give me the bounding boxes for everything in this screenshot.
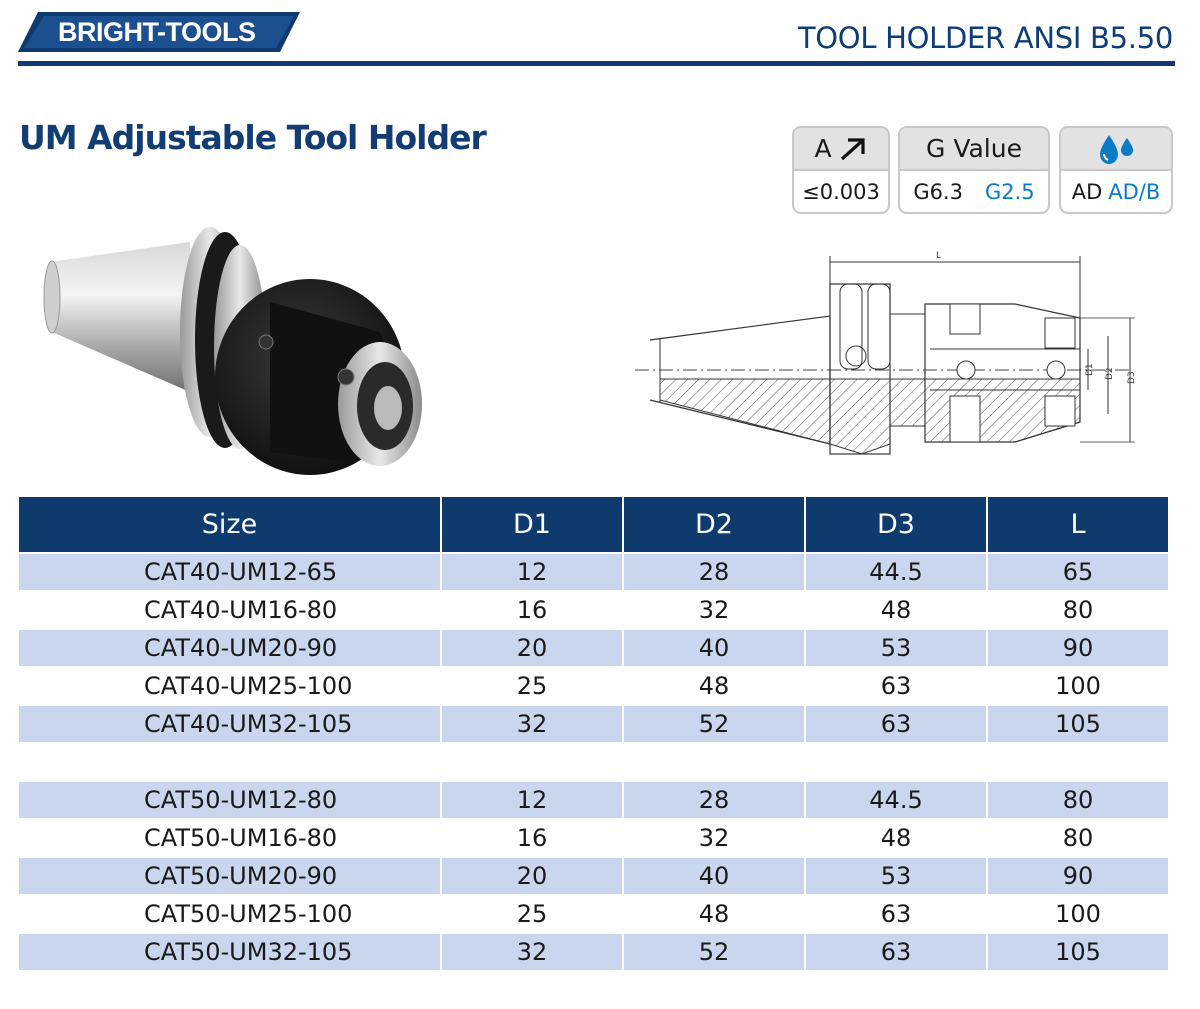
- coolant-primary: AD: [1071, 179, 1103, 204]
- g-value-badge: [898, 126, 1050, 214]
- cross-section-drawing: [630, 244, 1150, 469]
- cell-size: CAT40-UM16-80: [19, 591, 441, 629]
- cell-l: 90: [987, 629, 1168, 667]
- cell-d1: 32: [441, 705, 623, 743]
- cell-d1: 25: [441, 667, 623, 705]
- cell-d1: 16: [441, 591, 623, 629]
- table-row: [19, 629, 1168, 667]
- accuracy-badge-header: [794, 128, 888, 169]
- dim-d2-label: D2: [1105, 367, 1115, 380]
- cell-d2: 28: [623, 781, 805, 819]
- cell-d1: 16: [441, 819, 623, 857]
- cell-d2: 40: [623, 629, 805, 667]
- column-header-d3: D3: [805, 497, 987, 553]
- table-group-spacer: [19, 743, 1168, 781]
- cell-size: CAT40-UM12-65: [19, 553, 441, 591]
- cell-l: 80: [987, 781, 1168, 819]
- table-row: [19, 553, 1168, 591]
- cell-d2: 48: [623, 895, 805, 933]
- cell-size: CAT50-UM12-80: [19, 781, 441, 819]
- cell-l: 80: [987, 819, 1168, 857]
- table-row: [19, 895, 1168, 933]
- cell-d1: 12: [441, 781, 623, 819]
- tool-holder-illustration: [40, 222, 430, 487]
- cell-d3: 63: [805, 667, 987, 705]
- column-header-d2: D2: [623, 497, 805, 553]
- technical-drawing: [630, 244, 1150, 473]
- cell-l: 80: [987, 591, 1168, 629]
- cell-d2: 52: [623, 705, 805, 743]
- cell-l: 100: [987, 895, 1168, 933]
- brand-logo: [18, 12, 300, 52]
- accuracy-badge: [792, 126, 890, 214]
- cell-size: CAT50-UM16-80: [19, 819, 441, 857]
- cell-size: CAT40-UM25-100: [19, 667, 441, 705]
- cell-d3: 63: [805, 705, 987, 743]
- g-value-primary: G6.3: [913, 179, 963, 204]
- cell-d3: 44.5: [805, 553, 987, 591]
- cell-d2: 32: [623, 819, 805, 857]
- cell-l: 105: [987, 933, 1168, 971]
- cell-size: CAT40-UM32-105: [19, 705, 441, 743]
- cell-d1: 20: [441, 629, 623, 667]
- cell-d2: 52: [623, 933, 805, 971]
- coolant-badge-header: [1061, 128, 1171, 169]
- coolant-values: [1061, 169, 1171, 212]
- cell-l: 65: [987, 553, 1168, 591]
- header-divider: [18, 61, 1175, 66]
- cell-d3: 53: [805, 857, 987, 895]
- table-row: [19, 705, 1168, 743]
- cell-size: CAT50-UM32-105: [19, 933, 441, 971]
- brand-name: BRIGHT-TOOLS: [58, 17, 256, 47]
- product-photo: [40, 222, 430, 491]
- specification-table: [19, 497, 1168, 972]
- cell-d3: 48: [805, 819, 987, 857]
- cell-d1: 12: [441, 553, 623, 591]
- coolant-secondary: AD/B: [1108, 179, 1161, 204]
- table-row: [19, 667, 1168, 705]
- accuracy-value: ≤0.003: [794, 169, 888, 212]
- cell-d3: 48: [805, 591, 987, 629]
- dim-d1-label: D1: [1085, 363, 1095, 376]
- cell-d2: 28: [623, 553, 805, 591]
- table-row: [19, 781, 1168, 819]
- cell-d2: 40: [623, 857, 805, 895]
- cell-d2: 32: [623, 591, 805, 629]
- cell-d3: 63: [805, 933, 987, 971]
- g-value-label: G Value: [900, 128, 1048, 169]
- column-header-size: Size: [19, 497, 441, 553]
- dim-d3-label: D3: [1127, 371, 1137, 384]
- dim-l-label: L: [936, 251, 942, 261]
- table-row: [19, 857, 1168, 895]
- cell-d1: 32: [441, 933, 623, 971]
- table-row: [19, 591, 1168, 629]
- cell-d2: 48: [623, 667, 805, 705]
- g-value-values: [900, 169, 1048, 212]
- column-header-l: L: [987, 497, 1168, 553]
- product-title: UM Adjustable Tool Holder: [19, 118, 486, 157]
- g-value-secondary: G2.5: [985, 179, 1035, 204]
- cell-d3: 53: [805, 629, 987, 667]
- cell-d1: 20: [441, 857, 623, 895]
- cell-l: 105: [987, 705, 1168, 743]
- arrow-up-right-icon: [838, 136, 868, 162]
- water-drops-icon: [1095, 132, 1137, 166]
- cell-d3: 44.5: [805, 781, 987, 819]
- cell-size: CAT40-UM20-90: [19, 629, 441, 667]
- cell-size: CAT50-UM20-90: [19, 857, 441, 895]
- cell-l: 100: [987, 667, 1168, 705]
- accuracy-label: A: [814, 134, 832, 163]
- coolant-badge: [1059, 126, 1173, 214]
- cell-d3: 63: [805, 895, 987, 933]
- cell-l: 90: [987, 857, 1168, 895]
- column-header-d1: D1: [441, 497, 623, 553]
- cell-size: CAT50-UM25-100: [19, 895, 441, 933]
- table-header-row: [19, 497, 1168, 553]
- document-title: TOOL HOLDER ANSI B5.50: [797, 21, 1173, 55]
- cell-d1: 25: [441, 895, 623, 933]
- table-row: [19, 933, 1168, 971]
- table-row: [19, 819, 1168, 857]
